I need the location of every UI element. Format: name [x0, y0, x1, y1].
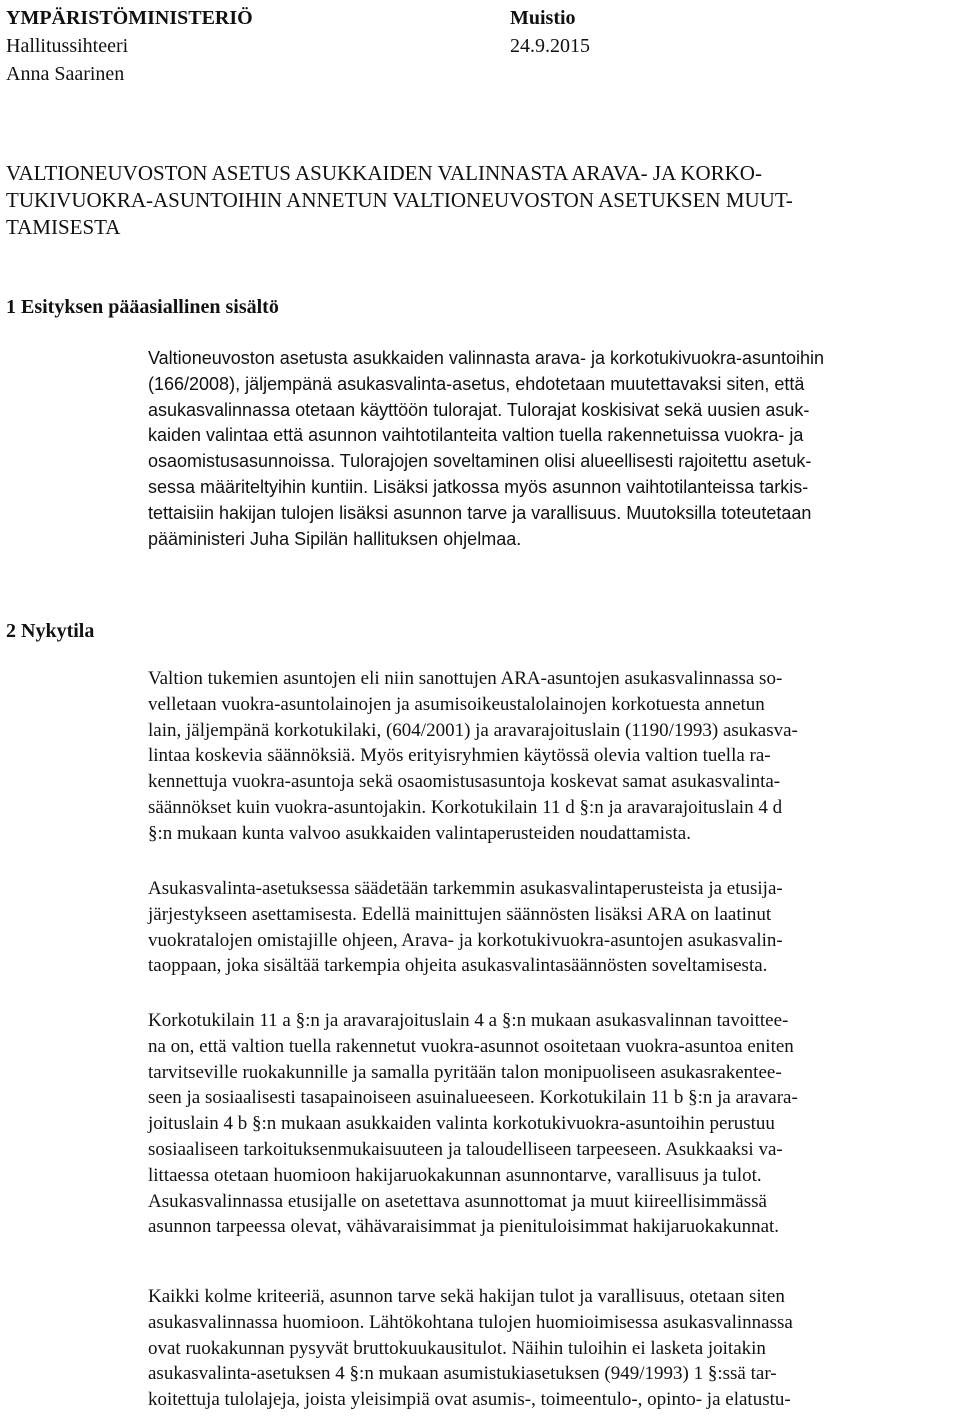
text-line: asunnon tarpeessa olevat, vähävaraisimmat ja pienituloisimmat hakijaruokakunnat.	[148, 1216, 780, 1238]
section-2-paragraph-4	[148, 1284, 958, 1413]
header-meta	[510, 4, 810, 60]
author-name: Anna Saarinen	[6, 63, 125, 85]
section-2-paragraph-3	[148, 1008, 958, 1240]
ministry-name: YMPÄRISTÖMINISTERIÖ	[6, 7, 253, 29]
text-line: (166/2008), jäljempänä asukasvalinta-asetus, ehdotetaan muutettavaksi siten, että	[148, 373, 805, 394]
title-line: TUKIVUOKRA-ASUNTOIHIN ANNETUN VALTIONEUVOSTON ASETUKSEN MUUT-	[6, 188, 793, 212]
text-line: na on, että valtion tuella rakennetut vuokra-asunnot osoitetaan vuokra-asuntoa eniten	[148, 1035, 794, 1057]
text-line: kaiden valintaa että asunnon vaihtotilanteita valtion tuella rakennetuissa vuokra- ja	[148, 425, 804, 446]
text-line: tarvitseville ruokakunnille ja samalla pyritään talon monipuoliseen asukasrakentee-	[148, 1061, 782, 1083]
text-line: velletaan vuokra-asuntolainojen ja asumisoikeustalolainojen korkotuesta annetun	[148, 693, 765, 715]
text-line: kennettuja vuokra-asuntoja sekä osaomistusasuntoja koskevat samat asukasvalinta-	[148, 771, 781, 793]
text-line: taoppaan, joka sisältää tarkempia ohjeita asukasvalintasäännösten soveltamisesta.	[148, 955, 768, 977]
text-line: asukasvalinnassa huomioon. Lähtökohtana tulojen huomioimisessa asukasvalinnassa	[148, 1311, 793, 1333]
text-line: koitettuja tulolajeja, joista yleisimpiä ovat asumis-, toimeentulo-, opinto- ja elatustu-	[148, 1389, 791, 1411]
document-date: 24.9.2015	[510, 35, 590, 57]
text-line: järjestykseen asettamisesta. Edellä mainittujen säännösten lisäksi ARA on laatinut	[148, 903, 772, 925]
title-line: TAMISESTA	[6, 215, 121, 239]
author-role: Hallitussihteeri	[6, 35, 129, 57]
text-line: Korkotukilain 11 a §:n ja aravarajoituslain 4 a §:n mukaan asukasvalinnan tavoittee-	[148, 1010, 789, 1031]
text-line: säännökset kuin vuokra-asuntojakin. Korkotukilain 11 d §:n ja aravarajoituslain 4 d	[148, 796, 783, 818]
text-line: lain, jäljempänä korkotukilaki, (604/2001) ja aravarajoituslain (1190/1993) asukasva-	[148, 719, 798, 741]
text-line: asukasvalinnassa otetaan käyttöön tulorajat. Tulorajat koskisivat sekä uusien asuk-	[148, 399, 810, 420]
text-line: asukasvalinta-asetuksen 4 §:n mukaan asumistukiasetuksen (949/1993) 1 §:ssä tar-	[148, 1363, 777, 1385]
text-line: Kaikki kolme kriteeriä, asunnon tarve sekä hakijan tulot ja varallisuus, otetaan siten	[148, 1286, 785, 1307]
text-line: pääministeri Juha Sipilän hallituksen ohjelmaa.	[148, 528, 522, 549]
text-line: vuokratalojen omistajille ohjeen, Arava- ja korkotukivuokra-asuntojen asukasvalin-	[148, 929, 783, 951]
header-sender	[6, 4, 406, 88]
text-line: seen ja sosiaalisesti tasapainoiseen asuinalueeseen. Korkotukilain 11 b §:n ja aravara-	[148, 1087, 798, 1109]
text-line: lintaa koskevia säännöksiä. Myös erityisryhmien käytössä olevia valtion tuella ra-	[148, 745, 771, 767]
text-line: §:n mukaan kunta valvoo asukkaiden valintaperusteiden noudattamista.	[148, 822, 691, 844]
section-heading-1: 1 Esityksen pääasiallinen sisältö	[6, 296, 279, 318]
document-type: Muistio	[510, 7, 576, 29]
text-line: ovat ruokakunnan pysyvät bruttokuukausitulot. Näihin tuloihin ei lasketa joitakin	[148, 1337, 766, 1359]
section-1-paragraph-1	[148, 346, 958, 552]
text-line: osaomistusasunnoissa. Tulorajojen soveltaminen olisi alueellisesti rajoitettu asetuk-	[148, 451, 812, 472]
text-line: Asukasvalinnassa etusijalle on asetettava asunnottomat ja muut kiireellisimmässä	[148, 1190, 767, 1212]
text-line: Asukasvalinta-asetuksessa säädetään tarkemmin asukasvalintaperusteista ja etusija-	[148, 878, 783, 899]
text-line: sessa määriteltyihin kuntiin. Lisäksi jatkossa myös asunnon vaihtotilanteissa tarkis-	[148, 476, 809, 497]
text-line: littaessa otetaan huomioon hakijaruokakunnan asunnontarve, varallisuus ja tulot.	[148, 1164, 762, 1186]
text-line: sosiaaliseen tarkoituksenmukaisuuteen ja taloudelliseen tarpeeseen. Asukkaaksi va-	[148, 1138, 783, 1160]
section-heading-2: 2 Nykytila	[6, 620, 95, 642]
title-line: VALTIONEUVOSTON ASETUS ASUKKAIDEN VALINNASTA ARAVA- JA KORKO-	[6, 161, 762, 185]
section-2-paragraph-2	[148, 876, 958, 979]
document-title	[6, 160, 951, 241]
text-line: tettaisiin hakijan tulojen lisäksi asunnon tarve ja varallisuus. Muutoksilla toteutetaan	[148, 502, 812, 523]
text-line: joituslain 4 b §:n mukaan asukkaiden valinta korkotukivuokra-asuntoihin perustuu	[148, 1113, 775, 1135]
section-2-paragraph-1	[148, 666, 958, 847]
text-line: Valtion tukemien asuntojen eli niin sanottujen ARA-asuntojen asukasvalinnassa so-	[148, 668, 783, 689]
text-line: Valtioneuvoston asetusta asukkaiden valinnasta arava- ja korkotukivuokra-asuntoihin	[148, 348, 825, 368]
